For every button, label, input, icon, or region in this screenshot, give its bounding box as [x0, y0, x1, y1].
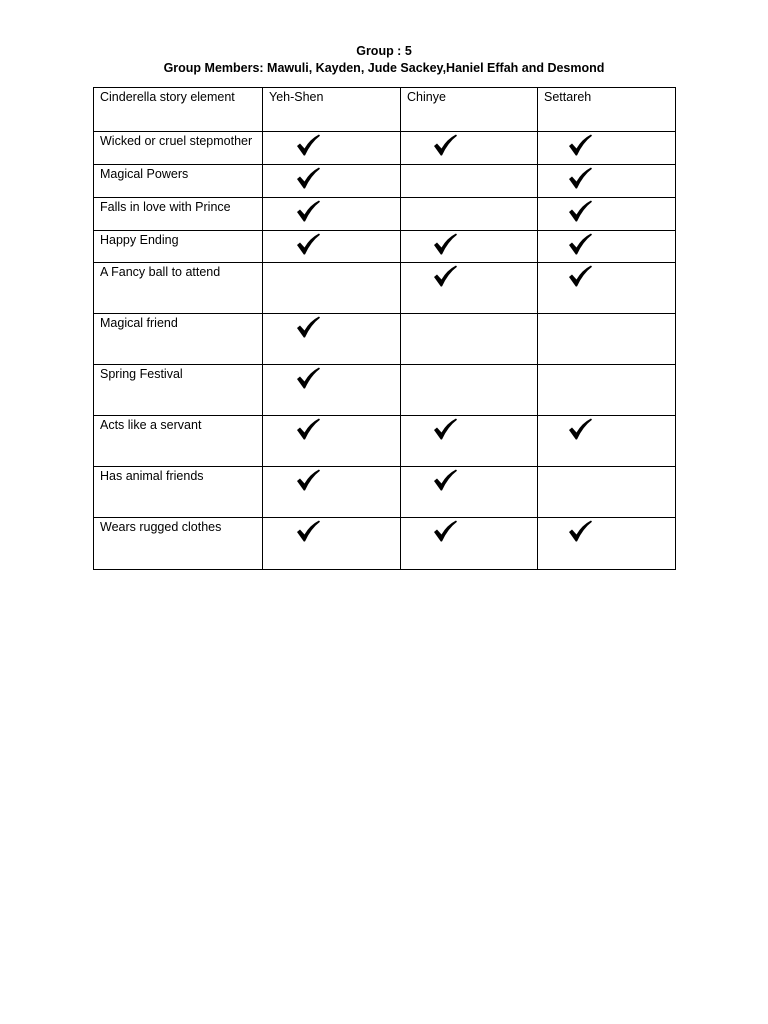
cell-settareh [538, 165, 676, 198]
cell-yeh-shen [263, 518, 401, 570]
cell-chinye [401, 198, 538, 231]
table-row [94, 198, 676, 231]
check-mark-icon [295, 166, 321, 190]
check-mark-icon [432, 133, 458, 157]
cell-settareh [538, 365, 676, 416]
row-label: Acts like a servant [94, 416, 263, 467]
check-mark-icon [567, 133, 593, 157]
group-title: Group : 5 [356, 44, 412, 58]
document-header [0, 43, 768, 77]
table-row [94, 365, 676, 416]
cell-yeh-shen [263, 231, 401, 263]
table-row [94, 231, 676, 263]
table-row [94, 165, 676, 198]
cell-settareh [538, 263, 676, 314]
cell-chinye [401, 467, 538, 518]
cell-settareh [538, 314, 676, 365]
cell-chinye [401, 231, 538, 263]
row-label: Magical friend [94, 314, 263, 365]
column-header-element: Cinderella story element [94, 88, 263, 132]
check-mark-icon [567, 519, 593, 543]
table-row [94, 263, 676, 314]
check-mark-icon [567, 199, 593, 223]
row-label: Magical Powers [94, 165, 263, 198]
check-mark-icon [295, 417, 321, 441]
column-header-yeh-shen: Yeh-Shen [263, 88, 401, 132]
group-members: Group Members: Mawuli, Kayden, Jude Sackey,Haniel Effah and Desmond [163, 61, 605, 75]
cell-chinye [401, 263, 538, 314]
row-label: Falls in love with Prince [94, 198, 263, 231]
cell-settareh [538, 231, 676, 263]
row-label: Has animal friends [94, 467, 263, 518]
cell-settareh [538, 467, 676, 518]
row-label: Wears rugged clothes [94, 518, 263, 570]
cell-settareh [538, 198, 676, 231]
check-mark-icon [432, 232, 458, 256]
cell-chinye [401, 314, 538, 365]
row-label: Wicked or cruel stepmother [94, 132, 263, 165]
check-mark-icon [295, 468, 321, 492]
check-mark-icon [432, 417, 458, 441]
row-label: A Fancy ball to attend [94, 263, 263, 314]
table-row [94, 518, 676, 570]
table-row [94, 132, 676, 165]
cell-yeh-shen [263, 132, 401, 165]
table-header-row [94, 88, 676, 132]
row-label: Happy Ending [94, 231, 263, 263]
check-mark-icon [295, 199, 321, 223]
check-mark-icon [295, 366, 321, 390]
check-mark-icon [567, 417, 593, 441]
cell-settareh [538, 132, 676, 165]
check-mark-icon [295, 519, 321, 543]
check-mark-icon [295, 232, 321, 256]
column-header-settareh: Settareh [538, 88, 676, 132]
check-mark-icon [567, 232, 593, 256]
cell-yeh-shen [263, 416, 401, 467]
cell-yeh-shen [263, 198, 401, 231]
check-mark-icon [295, 133, 321, 157]
cell-yeh-shen [263, 314, 401, 365]
column-header-chinye: Chinye [401, 88, 538, 132]
check-mark-icon [432, 264, 458, 288]
comparison-table [93, 87, 676, 570]
cell-chinye [401, 132, 538, 165]
cell-yeh-shen [263, 467, 401, 518]
table-row [94, 467, 676, 518]
check-mark-icon [295, 315, 321, 339]
check-mark-icon [432, 519, 458, 543]
cell-chinye [401, 518, 538, 570]
row-label: Spring Festival [94, 365, 263, 416]
cell-yeh-shen [263, 365, 401, 416]
cell-settareh [538, 416, 676, 467]
table-row [94, 416, 676, 467]
cell-chinye [401, 365, 538, 416]
check-mark-icon [567, 166, 593, 190]
cell-chinye [401, 416, 538, 467]
table-row [94, 314, 676, 365]
cell-settareh [538, 518, 676, 570]
cell-chinye [401, 165, 538, 198]
check-mark-icon [567, 264, 593, 288]
cell-yeh-shen [263, 263, 401, 314]
check-mark-icon [432, 468, 458, 492]
cell-yeh-shen [263, 165, 401, 198]
